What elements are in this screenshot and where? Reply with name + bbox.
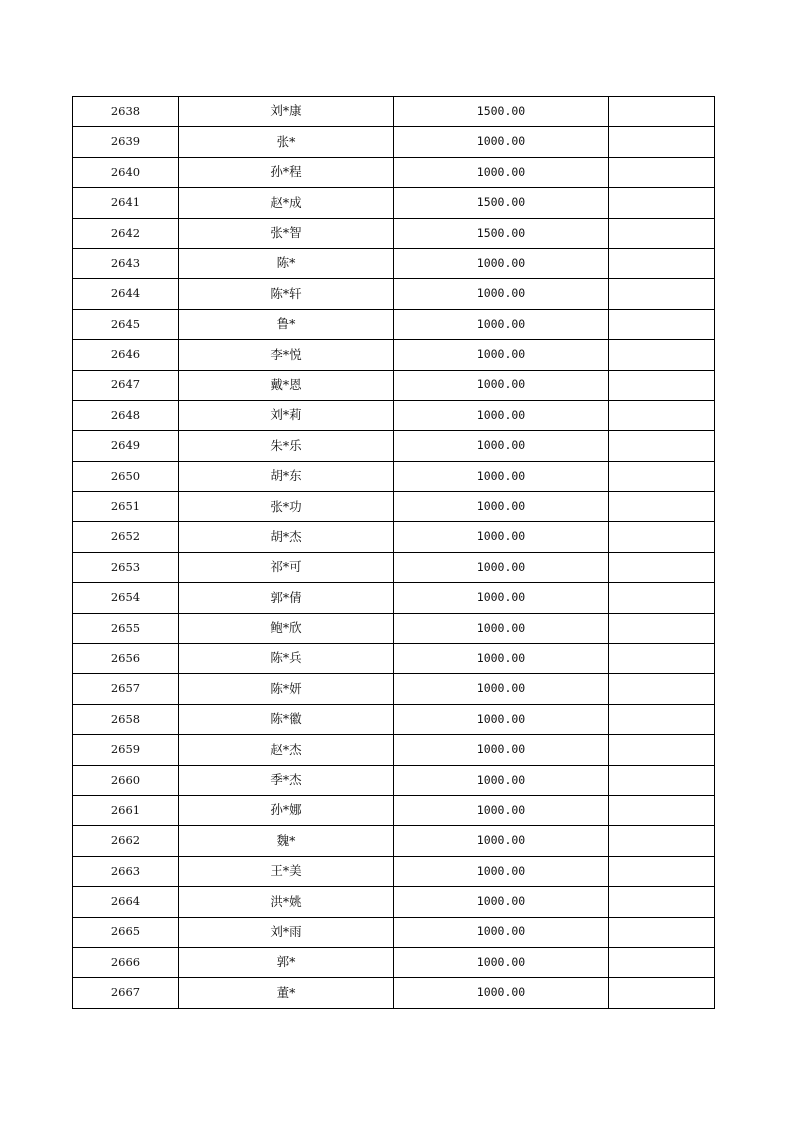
- row-number-cell: 2658: [73, 704, 179, 734]
- amount-cell: 1000.00: [394, 279, 609, 309]
- row-number-cell: 2654: [73, 583, 179, 613]
- row-number-cell: 2646: [73, 340, 179, 370]
- row-number-cell: 2655: [73, 613, 179, 643]
- row-number-cell: 2640: [73, 157, 179, 187]
- note-cell: [609, 887, 715, 917]
- name-cell: 郭*倩: [179, 583, 394, 613]
- table-row: [73, 583, 715, 613]
- note-cell: [609, 248, 715, 278]
- name-cell: 王*美: [179, 856, 394, 886]
- name-cell: 戴*恩: [179, 370, 394, 400]
- table-row: [73, 674, 715, 704]
- row-number-cell: 2667: [73, 978, 179, 1008]
- table-row: [73, 735, 715, 765]
- table-row: [73, 188, 715, 218]
- note-cell: [609, 704, 715, 734]
- table-row: [73, 704, 715, 734]
- note-cell: [609, 826, 715, 856]
- name-cell: 张*功: [179, 492, 394, 522]
- note-cell: [609, 978, 715, 1008]
- row-number-cell: 2652: [73, 522, 179, 552]
- name-cell: 赵*杰: [179, 735, 394, 765]
- table-row: [73, 309, 715, 339]
- amount-cell: 1000.00: [394, 340, 609, 370]
- name-cell: 刘*康: [179, 97, 394, 127]
- amount-cell: 1000.00: [394, 522, 609, 552]
- row-number-cell: 2648: [73, 400, 179, 430]
- note-cell: [609, 218, 715, 248]
- amount-cell: 1000.00: [394, 704, 609, 734]
- name-cell: 陈*妍: [179, 674, 394, 704]
- table-row: [73, 157, 715, 187]
- amount-cell: 1000.00: [394, 552, 609, 582]
- name-cell: 胡*杰: [179, 522, 394, 552]
- note-cell: [609, 431, 715, 461]
- table-row: [73, 522, 715, 552]
- amount-cell: 1000.00: [394, 917, 609, 947]
- amount-cell: 1000.00: [394, 795, 609, 825]
- table-row: [73, 97, 715, 127]
- table-row: [73, 461, 715, 491]
- note-cell: [609, 917, 715, 947]
- note-cell: [609, 400, 715, 430]
- table-row: [73, 856, 715, 886]
- row-number-cell: 2644: [73, 279, 179, 309]
- amount-cell: 1000.00: [394, 947, 609, 977]
- table-row: [73, 400, 715, 430]
- table-row: [73, 127, 715, 157]
- name-cell: 胡*东: [179, 461, 394, 491]
- note-cell: [609, 674, 715, 704]
- note-cell: [609, 765, 715, 795]
- amount-cell: 1000.00: [394, 644, 609, 674]
- name-cell: 刘*莉: [179, 400, 394, 430]
- note-cell: [609, 613, 715, 643]
- amount-cell: 1000.00: [394, 765, 609, 795]
- table-row: [73, 947, 715, 977]
- table-row: [73, 613, 715, 643]
- name-cell: 陈*: [179, 248, 394, 278]
- note-cell: [609, 370, 715, 400]
- amount-cell: 1500.00: [394, 188, 609, 218]
- note-cell: [609, 309, 715, 339]
- amount-cell: 1000.00: [394, 431, 609, 461]
- amount-cell: 1000.00: [394, 127, 609, 157]
- amount-cell: 1000.00: [394, 674, 609, 704]
- note-cell: [609, 522, 715, 552]
- row-number-cell: 2661: [73, 795, 179, 825]
- name-cell: 郭*: [179, 947, 394, 977]
- name-cell: 刘*雨: [179, 917, 394, 947]
- row-number-cell: 2660: [73, 765, 179, 795]
- table-row: [73, 887, 715, 917]
- note-cell: [609, 583, 715, 613]
- note-cell: [609, 644, 715, 674]
- note-cell: [609, 279, 715, 309]
- row-number-cell: 2642: [73, 218, 179, 248]
- table-row: [73, 917, 715, 947]
- table-row: [73, 218, 715, 248]
- amount-cell: 1000.00: [394, 826, 609, 856]
- name-cell: 孙*程: [179, 157, 394, 187]
- name-cell: 祁*可: [179, 552, 394, 582]
- row-number-cell: 2657: [73, 674, 179, 704]
- row-number-cell: 2638: [73, 97, 179, 127]
- name-cell: 张*智: [179, 218, 394, 248]
- row-number-cell: 2664: [73, 887, 179, 917]
- amount-cell: 1500.00: [394, 97, 609, 127]
- row-number-cell: 2649: [73, 431, 179, 461]
- row-number-cell: 2665: [73, 917, 179, 947]
- row-number-cell: 2666: [73, 947, 179, 977]
- amount-cell: 1000.00: [394, 887, 609, 917]
- name-cell: 魏*: [179, 826, 394, 856]
- row-number-cell: 2645: [73, 309, 179, 339]
- row-number-cell: 2641: [73, 188, 179, 218]
- table-row: [73, 279, 715, 309]
- name-cell: 李*悦: [179, 340, 394, 370]
- row-number-cell: 2650: [73, 461, 179, 491]
- name-cell: 陈*兵: [179, 644, 394, 674]
- amount-cell: 1000.00: [394, 157, 609, 187]
- table-body: [73, 97, 715, 1009]
- note-cell: [609, 188, 715, 218]
- name-cell: 洪*姚: [179, 887, 394, 917]
- amount-cell: 1500.00: [394, 218, 609, 248]
- note-cell: [609, 795, 715, 825]
- row-number-cell: 2639: [73, 127, 179, 157]
- amount-cell: 1000.00: [394, 613, 609, 643]
- name-cell: 陈*轩: [179, 279, 394, 309]
- amount-cell: 1000.00: [394, 370, 609, 400]
- row-number-cell: 2659: [73, 735, 179, 765]
- note-cell: [609, 157, 715, 187]
- amount-cell: 1000.00: [394, 492, 609, 522]
- amount-cell: 1000.00: [394, 978, 609, 1008]
- name-cell: 鲁*: [179, 309, 394, 339]
- name-cell: 陈*徽: [179, 704, 394, 734]
- name-cell: 鲍*欣: [179, 613, 394, 643]
- table-row: [73, 795, 715, 825]
- note-cell: [609, 461, 715, 491]
- table-row: [73, 826, 715, 856]
- amount-cell: 1000.00: [394, 309, 609, 339]
- table-row: [73, 370, 715, 400]
- note-cell: [609, 735, 715, 765]
- amount-cell: 1000.00: [394, 461, 609, 491]
- table-row: [73, 644, 715, 674]
- note-cell: [609, 947, 715, 977]
- name-cell: 董*: [179, 978, 394, 1008]
- row-number-cell: 2656: [73, 644, 179, 674]
- name-cell: 朱*乐: [179, 431, 394, 461]
- row-number-cell: 2663: [73, 856, 179, 886]
- table-row: [73, 492, 715, 522]
- note-cell: [609, 340, 715, 370]
- row-number-cell: 2647: [73, 370, 179, 400]
- row-number-cell: 2651: [73, 492, 179, 522]
- name-cell: 孙*娜: [179, 795, 394, 825]
- name-cell: 季*杰: [179, 765, 394, 795]
- table-row: [73, 431, 715, 461]
- table-row: [73, 340, 715, 370]
- amount-cell: 1000.00: [394, 856, 609, 886]
- table-row: [73, 978, 715, 1008]
- row-number-cell: 2662: [73, 826, 179, 856]
- data-table: [72, 96, 715, 1009]
- name-cell: 赵*成: [179, 188, 394, 218]
- amount-cell: 1000.00: [394, 248, 609, 278]
- name-cell: 张*: [179, 127, 394, 157]
- amount-cell: 1000.00: [394, 735, 609, 765]
- amount-cell: 1000.00: [394, 583, 609, 613]
- note-cell: [609, 492, 715, 522]
- table-row: [73, 765, 715, 795]
- amount-cell: 1000.00: [394, 400, 609, 430]
- row-number-cell: 2653: [73, 552, 179, 582]
- table-row: [73, 552, 715, 582]
- note-cell: [609, 97, 715, 127]
- row-number-cell: 2643: [73, 248, 179, 278]
- table-row: [73, 248, 715, 278]
- note-cell: [609, 856, 715, 886]
- note-cell: [609, 127, 715, 157]
- note-cell: [609, 552, 715, 582]
